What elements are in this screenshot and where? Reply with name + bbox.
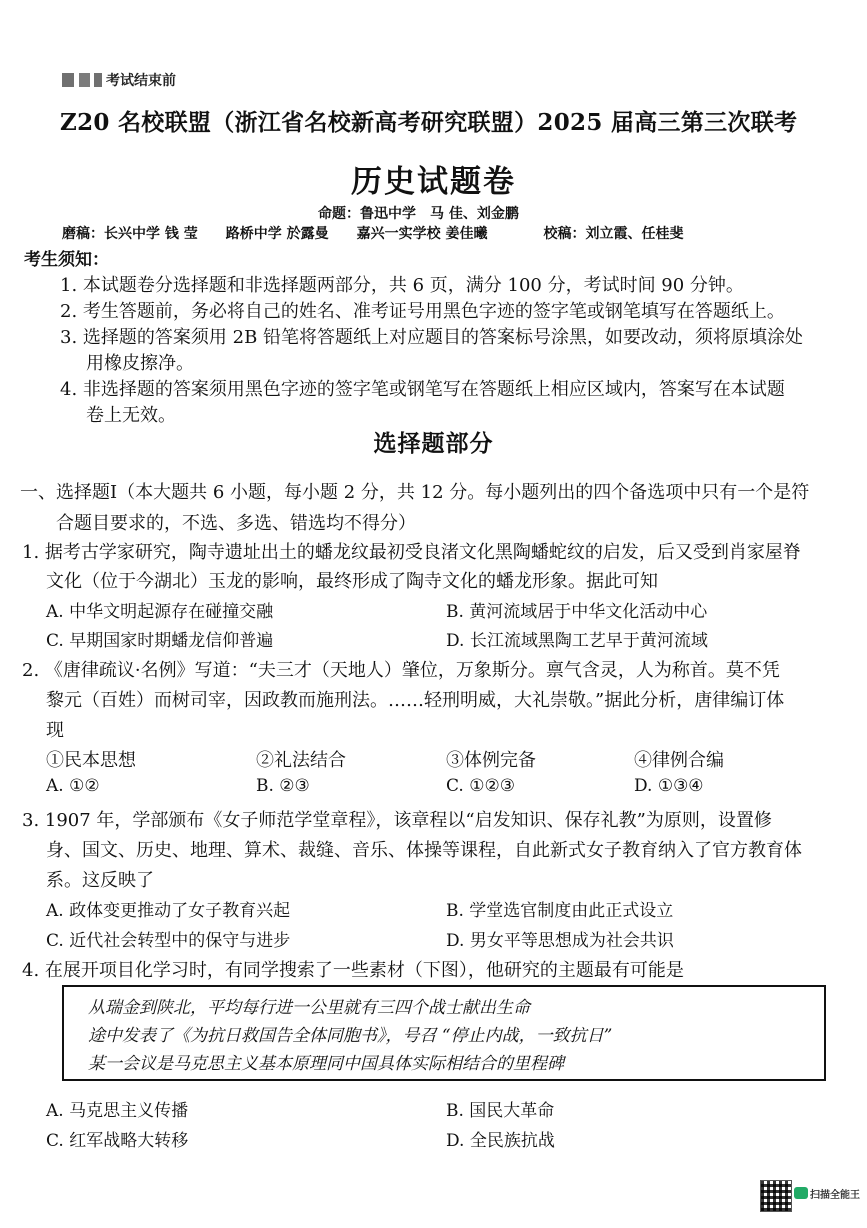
q2-statement-1: ①民本思想 xyxy=(46,750,136,771)
q1-option-a: A. 中华文明起源存在碰撞交融 xyxy=(46,602,274,622)
q4-option-a: A. 马克思主义传播 xyxy=(46,1101,189,1121)
exam-union-title: Z20 名校联盟（浙江省名校新高考研究联盟）2025 届高三第三次联考 xyxy=(60,109,798,136)
scanner-watermark-label: 扫描全能王 xyxy=(810,1190,860,1201)
q4-stem: 4. 在展开项目化学习时，有同学搜索了一些素材（下图），他研究的主题最有可能是 xyxy=(22,960,684,981)
qr-code-icon xyxy=(760,1180,792,1212)
q1-option-b: B. 黄河流域居于中华文化活动中心 xyxy=(446,602,708,622)
q4-material-line-1: 从瑞金到陕北，平均每行进一公里就有三四个战士献出生命 xyxy=(88,998,530,1018)
q2-option-a: A. ①② xyxy=(46,776,100,796)
q3-option-a: A. 政体变更推动了女子教育兴起 xyxy=(46,901,291,921)
q1-stem: 1. 据考古学家研究，陶寺遗址出土的蟠龙纹最初受良渚文化黑陶蟠蛇纹的启发，后又受到肖家屋脊 xyxy=(22,542,801,563)
section-title: 选择题部分 xyxy=(373,430,494,457)
q3-stem-cont: 身、国文、历史、地理、算术、裁缝、音乐、体操等课程，自此新式女子教育纳入了官方教育体 xyxy=(46,840,802,861)
q1-option-d: D. 长江流域黑陶工艺早于黄河流域 xyxy=(446,631,708,651)
credits-reviewers: 磨稿：长兴中学 钱 莹 路桥中学 於露曼 嘉兴一实学校 姜佳曦 校稿：刘立霞、任桂斐 xyxy=(62,226,684,242)
header-corner-note xyxy=(62,70,176,90)
q2-option-c: C. ①②③ xyxy=(446,776,515,796)
q2-statement-2: ②礼法结合 xyxy=(256,750,346,771)
q3-stem: 3. 1907 年，学部颁布《女子师范学堂章程》，该章程以“启发知识、保存礼教”为原则，设置修 xyxy=(22,810,772,831)
q4-material-line-3: 某一会议是马克思主义基本原理同中国具体实际相结合的里程碑 xyxy=(88,1054,564,1074)
notice-item-4-cont: 卷上无效。 xyxy=(86,405,176,426)
q3-option-d: D. 男女平等思想成为社会共识 xyxy=(446,931,674,951)
notice-item-3: 3. 选择题的答案须用 2B 铅笔将答题纸上对应题目的答案标号涂黑，如要改动，须将原填涂处 xyxy=(60,327,804,348)
q3-option-c: C. 近代社会转型中的保守与进步 xyxy=(46,931,291,951)
notice-item-4: 4. 非选择题的答案须用黑色字迹的签字笔或钢笔写在答题纸上相应区域内，答案写在本试题 xyxy=(60,379,785,400)
q1-option-c: C. 早期国家时期蟠龙信仰普遍 xyxy=(46,631,274,651)
notice-item-2: 2. 考生答题前，务必将自己的姓名、准考证号用黑色字迹的签字笔或钢笔填写在答题纸上。 xyxy=(60,301,785,322)
q2-option-d: D. ①③④ xyxy=(634,776,704,796)
q2-option-b: B. ②③ xyxy=(256,776,310,796)
scanner-app-icon xyxy=(794,1187,808,1199)
part1-heading-cont: 合题目要求的，不选、多选、错选均不得分） xyxy=(56,513,416,534)
q3-option-b: B. 学堂选官制度由此正式设立 xyxy=(446,901,674,921)
q3-stem-end: 系。这反映了 xyxy=(46,870,154,891)
page-title: 历史试题卷 xyxy=(351,164,516,200)
q4-option-c: C. 红军战略大转移 xyxy=(46,1131,189,1151)
q2-statement-3: ③体例完备 xyxy=(446,750,536,771)
q2-stem-end: 现 xyxy=(46,720,64,741)
q2-stem-cont: 黎元（百姓）而树司宰，因政教而施刑法。……轻刑明威，大礼崇敬。”据此分析，唐律编订体 xyxy=(46,690,785,711)
corner-text: 考试结束前 xyxy=(106,73,176,89)
notice-label: 考生须知： xyxy=(24,250,109,270)
notice-item-1: 1. 本试题卷分选择题和非选择题两部分，共 6 页，满分 100 分，考试时间 90 分钟。 xyxy=(60,275,744,296)
q4-material-line-2: 途中发表了《为抗日救国告全体同胞书》，号召 “停止内战，一致抗日” xyxy=(88,1026,613,1046)
credits-proposers: 命题：鲁迅中学 马 佳、刘金鹏 xyxy=(318,206,519,222)
notice-item-3-cont: 用橡皮擦净。 xyxy=(86,353,194,374)
smudge-mark xyxy=(62,73,102,87)
q1-stem-cont: 文化（位于今湖北）玉龙的影响，最终形成了陶寺文化的蟠龙形象。据此可知 xyxy=(46,571,658,592)
q2-statement-4: ④律例合编 xyxy=(634,750,724,771)
q4-option-b: B. 国民大革命 xyxy=(446,1101,555,1121)
q2-stem: 2. 《唐律疏议·名例》写道：“夫三才（天地人）肇位，万象斯分。禀气含灵，人为称首。莫不凭 xyxy=(22,660,780,681)
part1-heading: 一、选择题Ⅰ（本大题共 6 小题，每小题 2 分，共 12 分。每小题列出的四个备选项中只有一个是符 xyxy=(20,482,810,503)
q4-option-d: D. 全民族抗战 xyxy=(446,1131,555,1151)
